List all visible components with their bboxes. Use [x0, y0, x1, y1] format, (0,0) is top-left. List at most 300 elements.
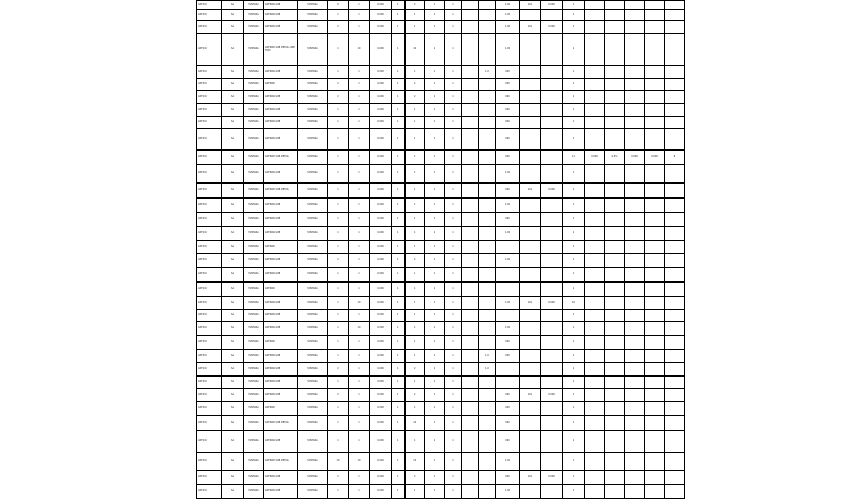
table-cell [605, 198, 625, 213]
table-cell: ANTIPAR SUB DETAIL [264, 150, 298, 165]
table-cell [645, 198, 665, 213]
table-cell: 1 [392, 150, 405, 165]
table-cell: ANTICO [197, 416, 222, 431]
table-cell: 1 [392, 297, 405, 310]
table-cell: TANTARA [244, 213, 264, 227]
table-cell: 1 [392, 104, 405, 117]
table-row [197, 227, 685, 241]
table-cell: TANTARA [244, 10, 264, 21]
table-cell [585, 431, 605, 453]
table-cell: 1 [328, 10, 349, 21]
table-cell [520, 310, 541, 322]
table-cell [520, 241, 541, 254]
table-cell: ANTIPAR SUB DETAIL [264, 183, 298, 198]
table-cell: 1 [405, 485, 425, 499]
table-cell [605, 310, 625, 322]
table-cell: 1 [405, 350, 425, 363]
table-cell: ANTICO [197, 485, 222, 499]
table-cell: ANTIPAR-SUB [264, 268, 298, 283]
table-cell: SA [222, 183, 244, 198]
table-cell [541, 129, 563, 151]
table-cell: TANTARA [298, 91, 328, 104]
table-cell: ANTIPAR-SUB [264, 213, 298, 227]
table-cell [541, 310, 563, 322]
table-cell: 10x [520, 21, 541, 34]
table-cell: 1 [328, 485, 349, 499]
table-cell: TANTARA [298, 21, 328, 34]
table-cell [645, 21, 665, 34]
table-cell [462, 471, 479, 485]
table-cell [541, 485, 563, 499]
table-cell: 1 [445, 431, 462, 453]
table-cell: 1 [349, 227, 370, 241]
table-cell: 0.000 [370, 376, 392, 389]
table-cell: 0.000 [370, 129, 392, 151]
table-cell [625, 104, 645, 117]
table-row [197, 183, 685, 198]
table-cell: 1 [349, 254, 370, 268]
table-cell [605, 79, 625, 91]
table-cell [605, 104, 625, 117]
table-cell: 2 [405, 389, 425, 402]
table-cell: TANTARA [244, 376, 264, 389]
table-cell: ANTICO [197, 91, 222, 104]
table-cell [462, 1, 479, 10]
table-cell: 0.000 [541, 471, 563, 485]
table-cell: 1 [392, 165, 405, 184]
table-cell [479, 310, 496, 322]
table-cell [479, 376, 496, 389]
table-cell: TANTARA [244, 431, 264, 453]
table-cell [625, 389, 645, 402]
table-cell: TANTARA [244, 268, 264, 283]
table-cell: TANTARA [244, 91, 264, 104]
table-cell: 1 [392, 79, 405, 91]
table-cell: 1 [349, 416, 370, 431]
table-cell [625, 297, 645, 310]
table-cell: TANTARA [298, 416, 328, 431]
table-cell [541, 150, 563, 165]
table-cell: 1 [425, 183, 445, 198]
table-cell: TANTARA [244, 34, 264, 66]
table-row [197, 117, 685, 129]
table-cell [585, 198, 605, 213]
table-cell: 1 [392, 363, 405, 377]
table-cell [645, 453, 665, 471]
table-cell [665, 198, 685, 213]
table-cell: 1 [445, 21, 462, 34]
table-cell: 2 [405, 471, 425, 485]
table-cell [605, 213, 625, 227]
table-cell [541, 322, 563, 336]
table-cell: 1 [563, 21, 585, 34]
table-cell [605, 297, 625, 310]
table-cell: 1 [563, 350, 585, 363]
table-cell: 1 [425, 117, 445, 129]
table-cell: SA [222, 350, 244, 363]
table-cell: 1 [349, 165, 370, 184]
table-cell: 1.00 [496, 485, 520, 499]
table-cell [496, 310, 520, 322]
table-cell: 2 [405, 1, 425, 10]
table-cell [496, 241, 520, 254]
table-cell: TANTARA [298, 402, 328, 416]
table-cell: 1 [405, 336, 425, 350]
table-cell: SA [222, 241, 244, 254]
table-cell: 1 [405, 10, 425, 21]
table-cell: 0.000 [370, 198, 392, 213]
table-cell: 0.000 [370, 1, 392, 10]
table-cell [520, 66, 541, 79]
table-cell: TANTARA [298, 10, 328, 21]
table-cell [479, 485, 496, 499]
table-cell: TANTARA [244, 117, 264, 129]
table-cell: 1 [349, 213, 370, 227]
table-cell: 1 [563, 322, 585, 336]
table-cell: ANTIPAR SUB DETAIL [264, 453, 298, 471]
table-cell [625, 66, 645, 79]
table-cell [520, 117, 541, 129]
table-cell: 1 [445, 241, 462, 254]
table-cell [645, 213, 665, 227]
table-cell: 1 [425, 471, 445, 485]
table-cell [479, 431, 496, 453]
table-cell: ANTICO [197, 104, 222, 117]
table-cell: 1 [392, 91, 405, 104]
table-cell: 1 [328, 310, 349, 322]
table-cell: SA [222, 471, 244, 485]
table-cell: 10 [405, 34, 425, 66]
table-cell: 0.000 [370, 254, 392, 268]
table-cell [541, 91, 563, 104]
table-cell: TANTARA [244, 198, 264, 213]
table-cell: 1 [445, 213, 462, 227]
table-cell: 1 [392, 1, 405, 10]
table-cell: 1.0 [479, 350, 496, 363]
table-cell: 1 [328, 165, 349, 184]
table-cell [605, 1, 625, 10]
table-cell: SA [222, 268, 244, 283]
table-cell: 1 [328, 241, 349, 254]
table-cell: 1 [445, 10, 462, 21]
table-cell: ANTIPAR [264, 241, 298, 254]
table-cell: SA [222, 79, 244, 91]
table-cell: 1 [392, 10, 405, 21]
table-cell: 0.000 [625, 150, 645, 165]
table-cell: 1 [445, 322, 462, 336]
table-cell: 0.000 [370, 66, 392, 79]
table-cell [520, 453, 541, 471]
table-cell: 1 [349, 66, 370, 79]
table-cell: TANTARA [244, 254, 264, 268]
table-cell: SA [222, 310, 244, 322]
table-cell [625, 34, 645, 66]
table-cell [479, 129, 496, 151]
table-cell: ANTIPAR-SUB [264, 297, 298, 310]
table-row [197, 10, 685, 21]
table-cell: 1 [405, 268, 425, 283]
table-cell: ANTIPAR-SUB [264, 1, 298, 10]
table-cell: TANTARA [244, 389, 264, 402]
table-cell [585, 336, 605, 350]
table-cell [520, 350, 541, 363]
table-cell: 2 [405, 91, 425, 104]
table-cell [605, 21, 625, 34]
table-cell [541, 165, 563, 184]
table-row [197, 198, 685, 213]
table-cell [462, 336, 479, 350]
table-cell [645, 66, 665, 79]
table-cell [479, 402, 496, 416]
table-cell [645, 165, 665, 184]
table-cell [605, 363, 625, 377]
table-cell [479, 389, 496, 402]
table-cell: 0.000 [370, 431, 392, 453]
table-cell: TANTARA [298, 34, 328, 66]
table-cell [479, 297, 496, 310]
table-cell [479, 10, 496, 21]
table-cell: SA [222, 117, 244, 129]
table-cell: 1 [392, 117, 405, 129]
table-cell: 1 [392, 336, 405, 350]
table-cell: 2 [328, 79, 349, 91]
table-cell [665, 66, 685, 79]
table-cell [665, 91, 685, 104]
table-cell [645, 254, 665, 268]
table-cell [520, 254, 541, 268]
table-cell: 2 [405, 254, 425, 268]
table-cell [541, 402, 563, 416]
table-cell: 1 [425, 376, 445, 389]
table-cell: 8 [328, 1, 349, 10]
table-cell [625, 165, 645, 184]
table-cell [665, 79, 685, 91]
table-row [197, 485, 685, 499]
table-cell: 1 [349, 485, 370, 499]
table-row [197, 79, 685, 91]
table-cell: 1 [405, 183, 425, 198]
table-cell: 000 [496, 150, 520, 165]
table-cell [462, 416, 479, 431]
table-cell: TANTARA [244, 183, 264, 198]
table-cell: 0.000 [370, 322, 392, 336]
table-cell: 1 [563, 129, 585, 151]
table-cell [665, 241, 685, 254]
table-cell: ANTICO [197, 10, 222, 21]
table-cell: 0.000 [370, 241, 392, 254]
table-cell: 1 [445, 416, 462, 431]
table-cell [479, 117, 496, 129]
table-cell: 1 [445, 485, 462, 499]
table-cell: 1 [445, 104, 462, 117]
table-cell [462, 165, 479, 184]
table-cell [479, 198, 496, 213]
table-cell: 1 [328, 282, 349, 297]
table-cell: 1 [392, 129, 405, 151]
table-cell: 1 [328, 66, 349, 79]
table-cell: 1 [425, 227, 445, 241]
table-cell [605, 34, 625, 66]
table-cell: 1 [349, 129, 370, 151]
table-cell [520, 213, 541, 227]
table-cell: 1 [328, 268, 349, 283]
table-cell: 1 [563, 453, 585, 471]
table-cell: 1 [405, 198, 425, 213]
table-cell [625, 21, 645, 34]
table-cell: ANTICO [197, 183, 222, 198]
table-cell [665, 21, 685, 34]
table-cell [585, 416, 605, 431]
table-cell: 1 [445, 117, 462, 129]
table-cell: 1 [563, 79, 585, 91]
table-cell: ANTICO [197, 1, 222, 10]
table-cell [585, 485, 605, 499]
table-cell: ANTICO [197, 336, 222, 350]
table-cell: 1 [425, 91, 445, 104]
table-cell [665, 376, 685, 389]
table-cell: ANTICO [197, 471, 222, 485]
table-cell: 0.000 [370, 310, 392, 322]
table-cell: 1 [563, 91, 585, 104]
table-cell [585, 34, 605, 66]
table-cell [462, 227, 479, 241]
table-cell [541, 416, 563, 431]
table-cell [462, 21, 479, 34]
table-cell: ANTICO [197, 117, 222, 129]
table-cell: TANTARA [244, 129, 264, 151]
table-cell: SA [222, 485, 244, 499]
table-cell: 000 [496, 350, 520, 363]
table-cell: TANTARA [298, 336, 328, 350]
table-cell [520, 79, 541, 91]
table-cell: 1 [425, 363, 445, 377]
table-cell: 1 [349, 198, 370, 213]
table-cell: 10 [349, 322, 370, 336]
table-cell: 1 [349, 389, 370, 402]
table-cell [645, 416, 665, 431]
table-cell: 1.00 [496, 322, 520, 336]
table-cell [479, 1, 496, 10]
table-cell: TANTARA [244, 1, 264, 10]
table-cell [665, 254, 685, 268]
table-cell: 0.000 [370, 350, 392, 363]
table-cell [585, 183, 605, 198]
table-cell [665, 165, 685, 184]
table-cell: ANTICO [197, 310, 222, 322]
table-cell: 1 [392, 21, 405, 34]
table-cell: 11 [563, 150, 585, 165]
table-cell [585, 282, 605, 297]
table-cell: ANTIPAR-SUB [264, 310, 298, 322]
table-cell: 0.000 [541, 21, 563, 34]
table-cell [665, 453, 685, 471]
table-cell: ANTIPAR [264, 282, 298, 297]
table-cell [605, 129, 625, 151]
table-cell: 1 [405, 241, 425, 254]
table-cell: SA [222, 376, 244, 389]
table-cell [585, 363, 605, 377]
table-cell: 1 [392, 34, 405, 66]
table-cell [462, 431, 479, 453]
table-cell: TANTARA [298, 453, 328, 471]
table-cell [645, 104, 665, 117]
table-cell: 1 [425, 34, 445, 66]
table-cell: 2 [328, 363, 349, 377]
table-cell: 000 [496, 213, 520, 227]
table-cell: TANTARA [298, 129, 328, 151]
table-cell: 1 [349, 1, 370, 10]
table-cell: 1 [563, 268, 585, 283]
table-row [197, 150, 685, 165]
table-cell: 1 [445, 183, 462, 198]
table-cell: 1 [392, 402, 405, 416]
table-cell: ANTIPAR-SUB [264, 431, 298, 453]
table-cell [605, 117, 625, 129]
table-cell: SA [222, 10, 244, 21]
table-cell: 1 [349, 282, 370, 297]
table-cell [462, 453, 479, 471]
table-cell: ANTICO [197, 21, 222, 34]
table-cell [605, 485, 625, 499]
table-cell [625, 453, 645, 471]
table-cell: TANTARA [298, 1, 328, 10]
table-cell: SA [222, 416, 244, 431]
table-cell: 1 [328, 117, 349, 129]
table-cell: TANTARA [244, 21, 264, 34]
table-cell: 0.000 [370, 297, 392, 310]
table-cell: ANTICO [197, 282, 222, 297]
table-cell: 1 [405, 104, 425, 117]
table-cell: 1 [563, 165, 585, 184]
table-cell [479, 268, 496, 283]
table-cell [520, 165, 541, 184]
table-cell [665, 416, 685, 431]
table-cell [605, 453, 625, 471]
table-cell [665, 10, 685, 21]
table-cell: 1 [563, 310, 585, 322]
table-cell: 1 [328, 213, 349, 227]
table-cell: 1 [425, 336, 445, 350]
table-cell [462, 183, 479, 198]
table-cell: 1 [445, 227, 462, 241]
table-cell: 1 [349, 21, 370, 34]
table-cell [605, 183, 625, 198]
data-table [196, 0, 685, 499]
table-cell: 1 [425, 453, 445, 471]
table-cell: ANTIPAR-SUB [264, 66, 298, 79]
table-cell [645, 34, 665, 66]
table-cell: TANTARA [244, 363, 264, 377]
table-cell: 1 [425, 129, 445, 151]
table-cell: ANTIPAR-SUB [264, 129, 298, 151]
table-cell [541, 282, 563, 297]
table-cell: TANTARA [298, 310, 328, 322]
table-cell [645, 336, 665, 350]
table-cell: 1 [349, 336, 370, 350]
table-cell: 1 [563, 363, 585, 377]
table-cell [605, 376, 625, 389]
table-cell: TANTARA [298, 485, 328, 499]
table-cell: 1.00 [496, 34, 520, 66]
table-cell [605, 350, 625, 363]
table-cell: 000 [496, 183, 520, 198]
table-cell: TANTARA [298, 66, 328, 79]
table-cell: 10x [520, 1, 541, 10]
table-cell: 2 [328, 471, 349, 485]
table-cell [462, 34, 479, 66]
table-cell: 1 [425, 282, 445, 297]
table-cell: 1 [392, 376, 405, 389]
